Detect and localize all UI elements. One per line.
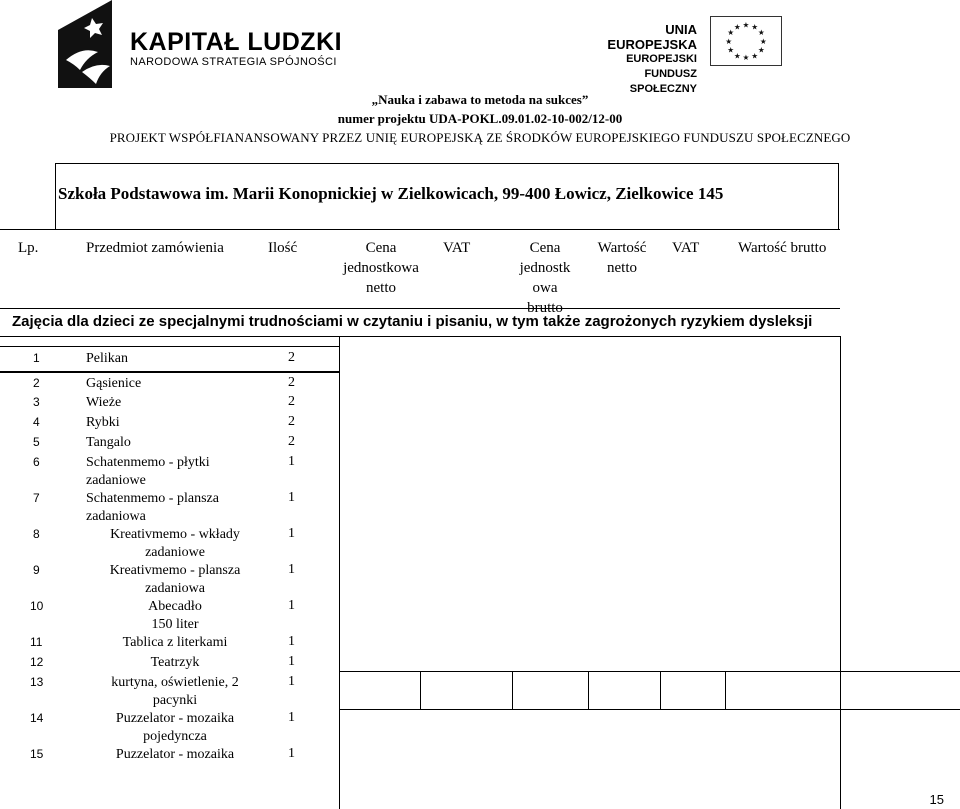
row-item bbox=[90, 654, 260, 672]
ue-logo-text bbox=[585, 22, 697, 97]
row-item bbox=[90, 562, 260, 598]
col-header-unit-gross-1: Cena bbox=[529, 240, 561, 256]
row-qty: 1 bbox=[288, 654, 295, 669]
col-header-unit-gross-3: owa bbox=[532, 280, 558, 296]
row-lp: 5 bbox=[33, 435, 40, 449]
row-item-line: zadaniowa bbox=[86, 509, 146, 524]
svg-text:★: ★ bbox=[757, 45, 765, 55]
row-item-line: Pelikan bbox=[86, 351, 128, 366]
row-item-line: Teatrzyk bbox=[150, 655, 200, 670]
col-header-unit-gross-4: brutto bbox=[527, 300, 563, 316]
row-lp: 3 bbox=[33, 395, 40, 409]
row-item-line: Gąsienice bbox=[86, 376, 142, 391]
row-lp: 8 bbox=[33, 527, 40, 541]
row-qty: 1 bbox=[288, 674, 295, 689]
col-header-unit-net-3: netto bbox=[366, 280, 396, 296]
col-header-unit-gross-2: jednostk bbox=[519, 260, 571, 276]
row-qty: 1 bbox=[288, 562, 295, 577]
svg-text:★: ★ bbox=[751, 22, 759, 32]
row-item-line: Abecadło bbox=[148, 599, 202, 614]
row-item-line: kurtyna, oświetlenie, 2 bbox=[111, 675, 239, 690]
col-header-vat-1: VAT bbox=[443, 240, 471, 256]
ue-line-3: FUNDUSZ SPOŁECZNY bbox=[629, 68, 697, 95]
kapital-ludzki-title: KAPITAŁ LUDZKI bbox=[130, 28, 343, 56]
row-lp: 15 bbox=[30, 747, 44, 761]
col-header-unit-net-2: jednostkowa bbox=[343, 260, 419, 276]
svg-text:★: ★ bbox=[727, 45, 735, 55]
row-qty: 2 bbox=[288, 375, 295, 390]
row-item bbox=[90, 598, 260, 634]
row-qty: 1 bbox=[288, 490, 295, 505]
col-header-unit-net-1: Cena bbox=[365, 240, 397, 256]
svg-text:★: ★ bbox=[727, 28, 735, 38]
row-lp: 7 bbox=[33, 491, 40, 505]
project-number: numer projektu UDA-POKL.09.01.02-10-002/12-00 bbox=[337, 111, 623, 126]
row-item-line: Puzzelator - mozaika bbox=[115, 747, 235, 762]
row-item-line: pojedyncza bbox=[143, 729, 207, 744]
row-item-line: Wieże bbox=[86, 395, 122, 410]
row-item bbox=[86, 490, 219, 526]
svg-text:★: ★ bbox=[733, 22, 741, 32]
row-qty: 1 bbox=[288, 746, 295, 761]
row-item-line: Puzzelator - mozaika bbox=[115, 711, 235, 726]
svg-text:★: ★ bbox=[725, 36, 733, 46]
row-qty: 2 bbox=[288, 414, 295, 429]
row-lp: 6 bbox=[33, 455, 40, 469]
row-lp: 14 bbox=[30, 711, 44, 725]
ue-line-2: EUROPEJSKI bbox=[626, 53, 697, 65]
row-lp: 10 bbox=[30, 599, 44, 613]
ue-line-1: UNIA EUROPEJSKA bbox=[607, 22, 697, 52]
row-item bbox=[90, 746, 260, 764]
col-header-unit-net bbox=[336, 238, 426, 298]
cofunding-note: PROJEKT WSPÓŁFIANANSOWANY PRZEZ UNIĘ EUROPEJSKĄ ZE ŚRODKÓW EUROPEJSKIEGO FUNDUSZU SPOŁECZNEGO bbox=[109, 130, 851, 145]
row-qty: 1 bbox=[288, 526, 295, 541]
row-lp: 1 bbox=[33, 351, 40, 365]
svg-text:★: ★ bbox=[751, 51, 759, 61]
svg-text:★: ★ bbox=[757, 28, 765, 38]
row-item bbox=[86, 454, 210, 490]
col-header-value-net-1: Wartość bbox=[597, 240, 647, 256]
row-lp: 13 bbox=[30, 675, 44, 689]
row-item bbox=[86, 375, 141, 393]
col-header-value-net bbox=[590, 238, 654, 278]
row-item-line: Tablica z literkami bbox=[122, 635, 228, 650]
project-name: „Nauka i zabawa to metoda na sukces” bbox=[371, 92, 589, 107]
row-qty: 1 bbox=[288, 634, 295, 649]
row-item bbox=[86, 414, 120, 432]
row-item bbox=[86, 394, 121, 412]
row-lp: 4 bbox=[33, 415, 40, 429]
row-qty: 1 bbox=[288, 598, 295, 613]
row-item bbox=[90, 710, 260, 746]
row-qty: 1 bbox=[288, 454, 295, 469]
row-lp: 9 bbox=[33, 563, 40, 577]
row-lp: 11 bbox=[30, 635, 43, 649]
col-header-unit-gross bbox=[510, 238, 580, 318]
col-header-qty: Ilość bbox=[268, 240, 298, 256]
page-number: 15 bbox=[929, 792, 944, 807]
col-header-item: Przedmiot zamówienia bbox=[86, 240, 224, 256]
row-item bbox=[90, 634, 260, 652]
eu-flag-icon bbox=[710, 16, 782, 66]
row-item-line: 150 liter bbox=[151, 617, 199, 632]
kapital-ludzki-subtitle: NARODOWA STRATEGIA SPÓJNOŚCI bbox=[130, 56, 337, 68]
row-item-line: Kreativmemo - wkłady bbox=[110, 527, 240, 542]
row-qty: 2 bbox=[288, 434, 295, 449]
row-item-line: Kreativmemo - plansza bbox=[109, 563, 241, 578]
svg-text:★: ★ bbox=[759, 36, 767, 46]
col-header-vat-2: VAT bbox=[672, 240, 700, 256]
school-name: Szkoła Podstawowa im. Marii Konopnickiej w Zielkowicach, 99-400 Łowicz, Zielkowice 145 bbox=[58, 184, 724, 203]
row-qty: 2 bbox=[288, 350, 295, 365]
row-item-line: Rybki bbox=[86, 415, 120, 430]
row-item-line: Schatenmemo - plansza bbox=[86, 491, 219, 506]
row-item bbox=[90, 674, 260, 710]
svg-text:★: ★ bbox=[733, 51, 741, 61]
row-qty: 2 bbox=[288, 394, 295, 409]
col-header-value-gross: Wartość brutto bbox=[738, 240, 827, 256]
svg-text:★: ★ bbox=[742, 20, 750, 30]
section-title: Zajęcia dla dzieci ze specjalnymi trudnościami w czytaniu i pisaniu, w tym także zagrożonych ryzykiem dysleksji bbox=[12, 313, 813, 330]
row-item-line: zadaniowe bbox=[145, 545, 205, 560]
row-item-line: Schatenmemo - płytki bbox=[86, 455, 210, 470]
row-item-line: pacynki bbox=[152, 693, 198, 708]
row-lp: 12 bbox=[30, 655, 44, 669]
row-item-line: zadaniowa bbox=[145, 581, 205, 596]
col-header-lp: Lp. bbox=[18, 240, 39, 256]
svg-text:★: ★ bbox=[742, 53, 750, 63]
row-item bbox=[86, 434, 131, 452]
row-lp: 2 bbox=[33, 376, 40, 390]
row-item bbox=[86, 350, 128, 368]
kapital-ludzki-logo-icon bbox=[52, 0, 122, 88]
row-item-line: zadaniowe bbox=[86, 473, 146, 488]
row-item bbox=[90, 526, 260, 562]
row-item-line: Tangalo bbox=[86, 435, 131, 450]
row-qty: 1 bbox=[288, 710, 295, 725]
col-header-value-net-2: netto bbox=[607, 260, 637, 276]
